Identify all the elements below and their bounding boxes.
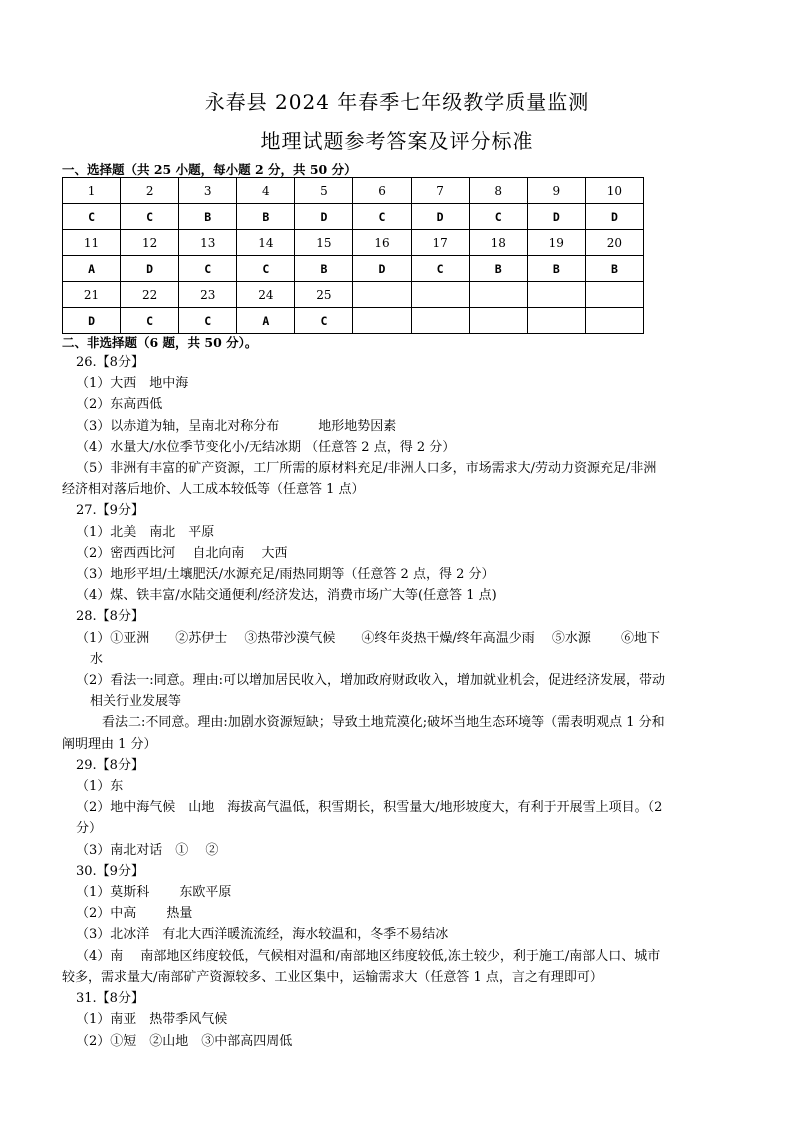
table-cell bbox=[353, 308, 411, 334]
section-heading-choice: 一、选择题（共 25 小题，每小题 2 分，共 50 分） bbox=[62, 162, 357, 177]
answer-line: 分） bbox=[76, 821, 103, 837]
table-cell: D bbox=[411, 204, 469, 230]
answer-line: （1）北美 南北 平原 bbox=[76, 524, 215, 540]
table-cell: 24 bbox=[237, 282, 295, 308]
table-cell: D bbox=[63, 308, 121, 334]
table-cell: C bbox=[179, 308, 237, 334]
table-cell: 9 bbox=[527, 178, 585, 204]
table-cell bbox=[585, 308, 643, 334]
table-cell: B bbox=[237, 204, 295, 230]
answer-line: （2）①短 ②山地 ③中部高四周低 bbox=[76, 1033, 293, 1049]
answer-line: 水 bbox=[90, 651, 104, 667]
document-title: 永春县 2024 年春季七年级教学质量监测 bbox=[204, 90, 590, 114]
answer-line: （2）中高 热量 bbox=[76, 906, 193, 922]
answer-letter-row bbox=[63, 308, 644, 334]
answer-line: （3）以赤道为轴，呈南北对称分布 地形地势因素 bbox=[76, 418, 397, 434]
answer-line: 较多，需求量大/南部矿产资源较多、工业区集中，运输需求大（任意答 1 点，言之有理即可） bbox=[62, 969, 603, 985]
answer-line: （1）①亚洲 ②苏伊士 ③热带沙漠气候 ④终年炎热干燥/终年高温少雨 ⑤水源 ⑥地下 bbox=[76, 630, 661, 646]
table-cell bbox=[527, 308, 585, 334]
table-cell: 2 bbox=[121, 178, 179, 204]
table-cell: 8 bbox=[469, 178, 527, 204]
table-cell: C bbox=[121, 204, 179, 230]
table-cell: 14 bbox=[237, 230, 295, 256]
question-number-row bbox=[63, 178, 644, 204]
table-cell: A bbox=[63, 256, 121, 282]
question-heading: 31.【8分】 bbox=[76, 991, 144, 1007]
table-cell bbox=[469, 282, 527, 308]
table-cell bbox=[411, 282, 469, 308]
answer-line: （4）水量大/水位季节变化小/无结冰期 （任意答 2 点，得 2 分） bbox=[76, 439, 456, 455]
choice-answer-table bbox=[62, 177, 644, 334]
answer-line: 相关行业发展等 bbox=[90, 694, 182, 710]
answer-line: （5）非洲有丰富的矿产资源，工厂所需的原材料充足/非洲人口多，市场需求大/劳动力资源充足/非洲 bbox=[76, 461, 657, 477]
table-cell: 18 bbox=[469, 230, 527, 256]
answer-line: 经济相对落后地价、人工成本较低等（任意答 1 点） bbox=[62, 482, 365, 498]
question-heading: 29.【8分】 bbox=[76, 757, 144, 773]
table-cell: D bbox=[585, 204, 643, 230]
table-cell: B bbox=[179, 204, 237, 230]
answer-letter-row bbox=[63, 256, 644, 282]
table-cell: 11 bbox=[63, 230, 121, 256]
table-cell: C bbox=[237, 256, 295, 282]
table-cell: C bbox=[353, 204, 411, 230]
nonchoice-answers bbox=[62, 352, 726, 1052]
table-cell: 17 bbox=[411, 230, 469, 256]
table-cell: B bbox=[585, 256, 643, 282]
answer-line: （4）南 南部地区纬度较低，气候相对温和/南部地区纬度较低,冻土较少，利于施工/南部人口、城市 bbox=[76, 948, 661, 964]
table-cell bbox=[411, 308, 469, 334]
table-cell: 1 bbox=[63, 178, 121, 204]
table-cell: D bbox=[121, 256, 179, 282]
answer-line: （2）密西西比河 自北向南 大西 bbox=[76, 545, 288, 561]
table-cell bbox=[353, 282, 411, 308]
question-heading: 30.【9分】 bbox=[76, 863, 144, 879]
table-cell: 22 bbox=[121, 282, 179, 308]
table-cell: D bbox=[295, 204, 353, 230]
table-cell: 13 bbox=[179, 230, 237, 256]
document-subtitle: 地理试题参考答案及评分标准 bbox=[260, 129, 534, 153]
answer-line: （3）地形平坦/土壤肥沃/水源充足/雨热同期等（任意答 2 点，得 2 分） bbox=[76, 567, 495, 583]
answer-line: （3）南北对话 ① ② bbox=[76, 842, 219, 858]
table-cell bbox=[585, 282, 643, 308]
section-heading-nonchoice: 二、非选择题（6 题，共 50 分）。 bbox=[62, 335, 258, 350]
table-cell: 19 bbox=[527, 230, 585, 256]
table-cell: 4 bbox=[237, 178, 295, 204]
table-cell: 5 bbox=[295, 178, 353, 204]
question-number-row bbox=[63, 282, 644, 308]
table-cell: C bbox=[63, 204, 121, 230]
table-cell: 21 bbox=[63, 282, 121, 308]
question-heading: 26.【8分】 bbox=[76, 355, 144, 370]
table-cell: C bbox=[121, 308, 179, 334]
question-heading: 27.【9分】 bbox=[76, 503, 144, 519]
answer-line: （1）东 bbox=[76, 779, 124, 795]
answer-line: （2）地中海气候 山地 海拔高气温低，积雪期长，积雪量大/地形坡度大，有利于开展雪上项目。（2 bbox=[76, 800, 663, 816]
answer-line: （1）大西 地中海 bbox=[76, 376, 189, 392]
table-cell: 25 bbox=[295, 282, 353, 308]
answer-line: 看法二:不同意。理由:加剧水资源短缺；导致土地荒漠化;破坏当地生态环境等（需表明观点 1 分和 bbox=[102, 715, 665, 731]
answer-line: （2）看法一:同意。理由:可以增加居民收入，增加政府财政收入，增加就业机会，促进经济发展，带动 bbox=[76, 673, 666, 689]
table-cell: 7 bbox=[411, 178, 469, 204]
table-cell: 16 bbox=[353, 230, 411, 256]
answer-letter-row bbox=[63, 204, 644, 230]
answer-line: 阐明理由 1 分） bbox=[62, 736, 157, 752]
table-cell: B bbox=[295, 256, 353, 282]
table-cell: 12 bbox=[121, 230, 179, 256]
answer-line: （4）煤、铁丰富/水陆交通便利/经济发达，消费市场广大等(任意答 1 点) bbox=[76, 588, 497, 604]
question-heading: 28.【8分】 bbox=[76, 609, 144, 625]
table-cell: C bbox=[179, 256, 237, 282]
table-cell bbox=[527, 282, 585, 308]
table-cell: 3 bbox=[179, 178, 237, 204]
table-cell: A bbox=[237, 308, 295, 334]
answer-line: （1）南亚 热带季风气候 bbox=[76, 1012, 228, 1028]
table-cell: 15 bbox=[295, 230, 353, 256]
table-cell: B bbox=[527, 256, 585, 282]
table-cell bbox=[469, 308, 527, 334]
question-number-row bbox=[63, 230, 644, 256]
table-cell: 10 bbox=[585, 178, 643, 204]
table-cell: C bbox=[295, 308, 353, 334]
table-cell: D bbox=[353, 256, 411, 282]
table-cell: 20 bbox=[585, 230, 643, 256]
table-cell: 23 bbox=[179, 282, 237, 308]
table-cell: B bbox=[469, 256, 527, 282]
table-cell: 6 bbox=[353, 178, 411, 204]
answer-line: （1）莫斯科 东欧平原 bbox=[76, 885, 232, 901]
table-cell: C bbox=[469, 204, 527, 230]
answer-line: （2）东高西低 bbox=[76, 397, 163, 413]
table-cell: D bbox=[527, 204, 585, 230]
table-cell: C bbox=[411, 256, 469, 282]
answer-line: （3）北冰洋 有北大西洋暖流流经，海水较温和，冬季不易结冰 bbox=[76, 927, 449, 943]
